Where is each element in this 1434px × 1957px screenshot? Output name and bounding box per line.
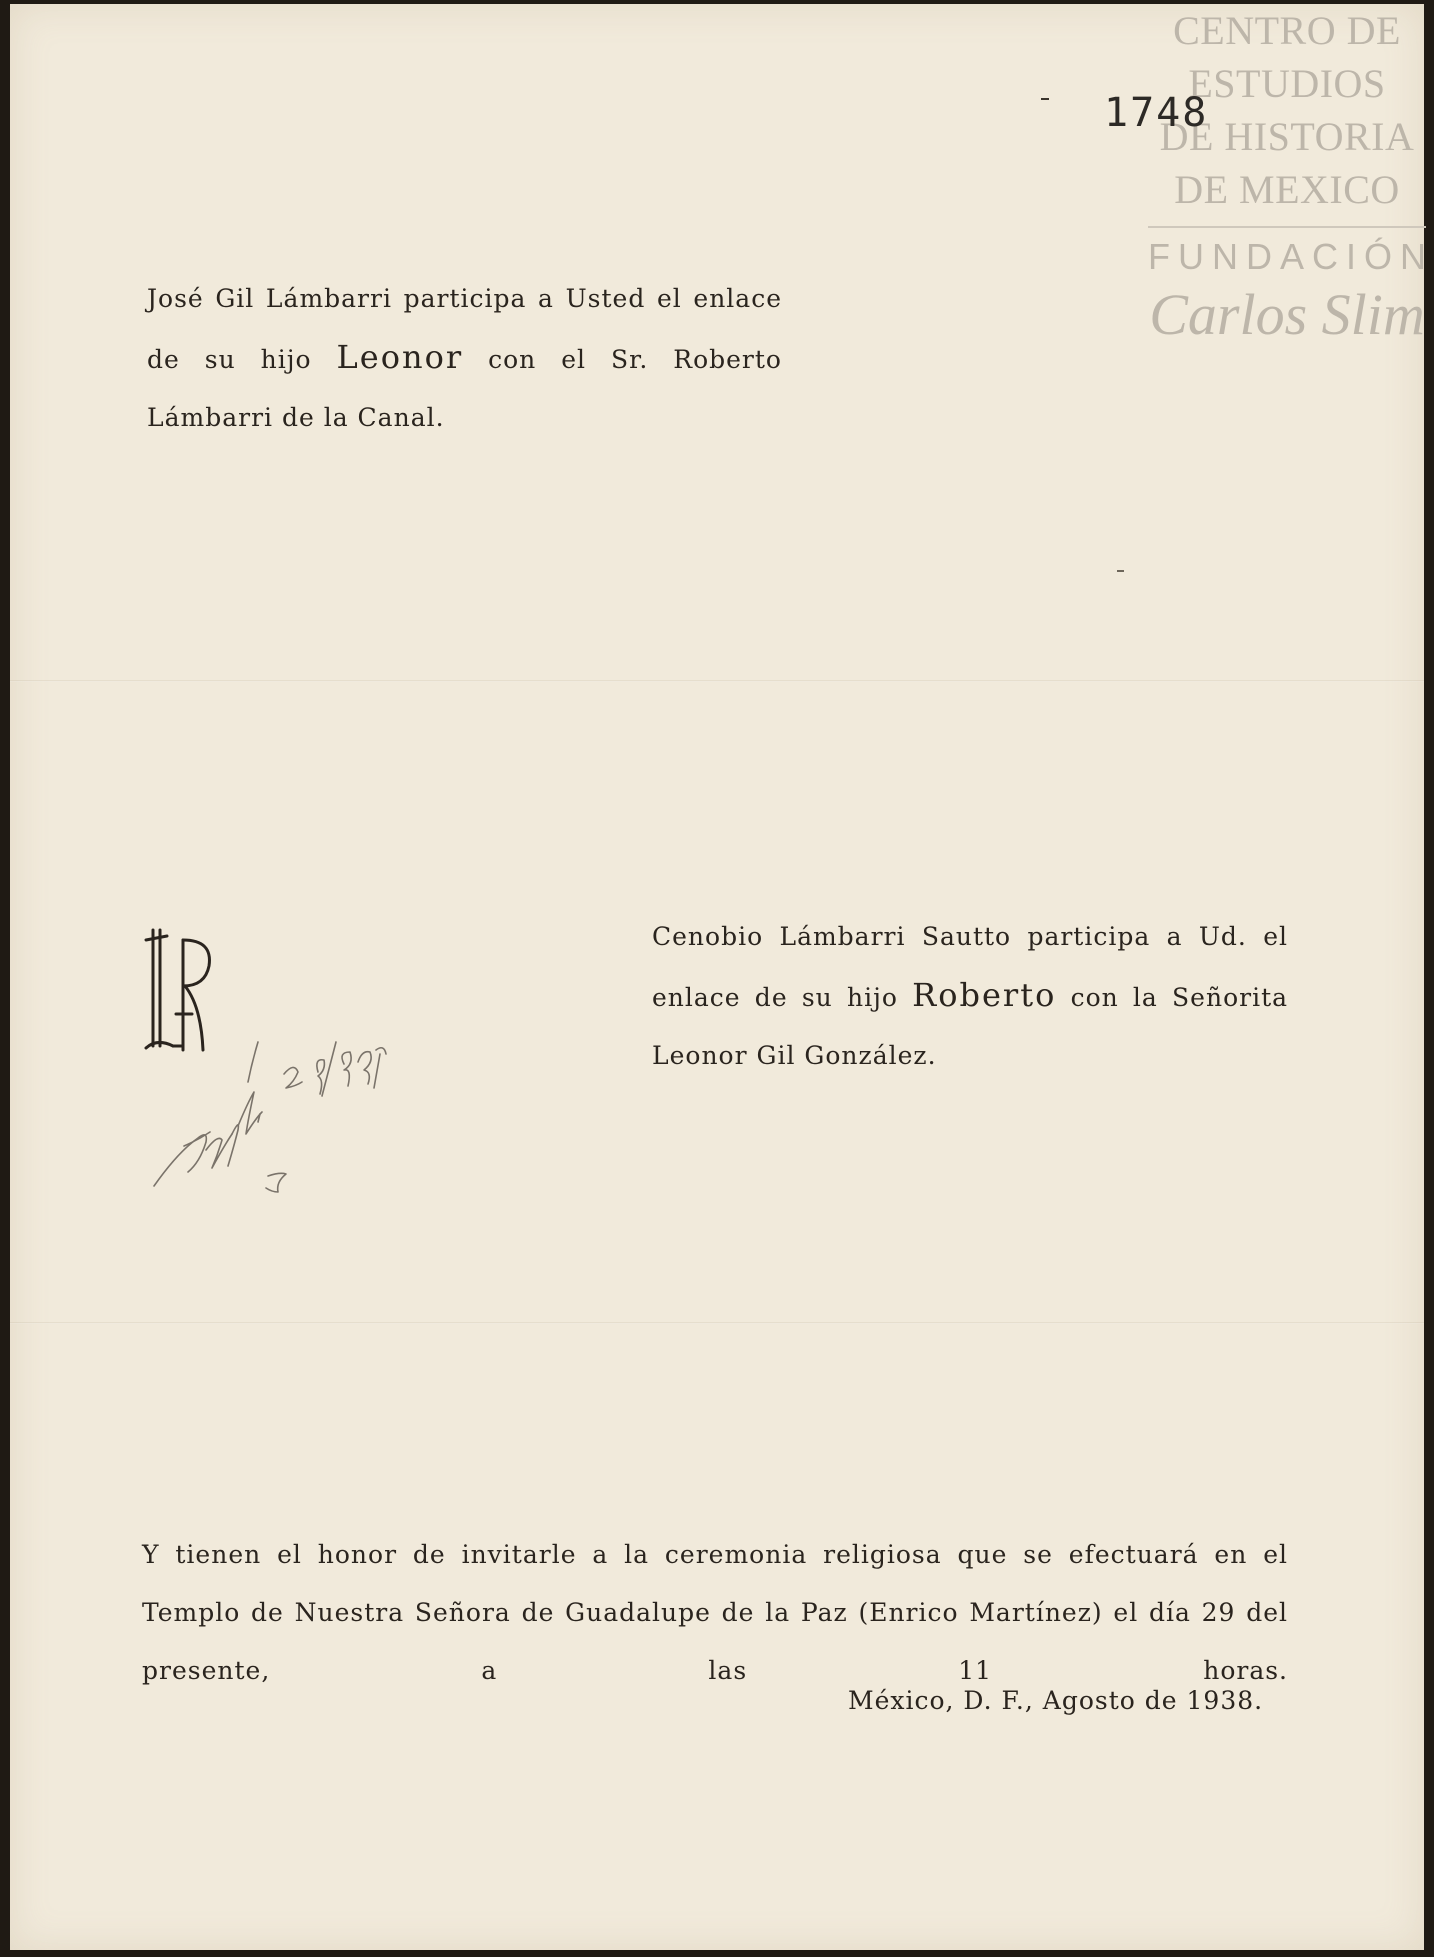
pencil-mark [1117,570,1124,572]
handwritten-note-drawing [148,1022,418,1202]
fold-line [10,680,1424,682]
watermark-signature: Carlos Slim [1149,282,1425,347]
archive-watermark [1148,4,1434,354]
bride-announcement-end: con el Sr. Roberto Lámbarri de la Canal. [147,345,782,432]
bride-announcement-intro: José Gil Lámbarri participa a Usted el enlace de su hijo [147,284,782,374]
pencil-mark [1041,98,1049,100]
bride-name: Leonor [336,338,464,376]
groom-announcement [652,908,1288,1085]
watermark-line: DE MEXICO [1174,167,1400,212]
watermark-divider [1148,226,1426,228]
ceremony-invitation: Y tienen el honor de invitarle a la ceremonia religiosa que se efectuará en el Templo de Nuestra Señora de Guadalupe de la Paz (Enrico Martínez) el día 29 del presente, a las 11 horas. [142,1540,1288,1685]
watermark-line: ESTUDIOS [1188,61,1386,106]
watermark-foundation: FUNDACIÓN [1148,236,1434,277]
groom-announcement-intro: Cenobio Lámbarri Sautto participa a Ud. el enlace de su hijo [652,922,1288,1012]
document-number: 1748 [1104,90,1209,136]
watermark-line: CENTRO DE [1173,8,1401,53]
groom-name: Roberto [912,976,1057,1014]
fold-line [10,1322,1424,1324]
watermark-line: DE HISTORIA [1159,114,1415,159]
handwritten-note [148,1022,418,1206]
place-and-date: México, D. F., Agosto de 1938. [848,1686,1264,1715]
bride-announcement [147,270,782,447]
groom-announcement-end: con la Señorita Leonor Gil González. [652,983,1289,1070]
